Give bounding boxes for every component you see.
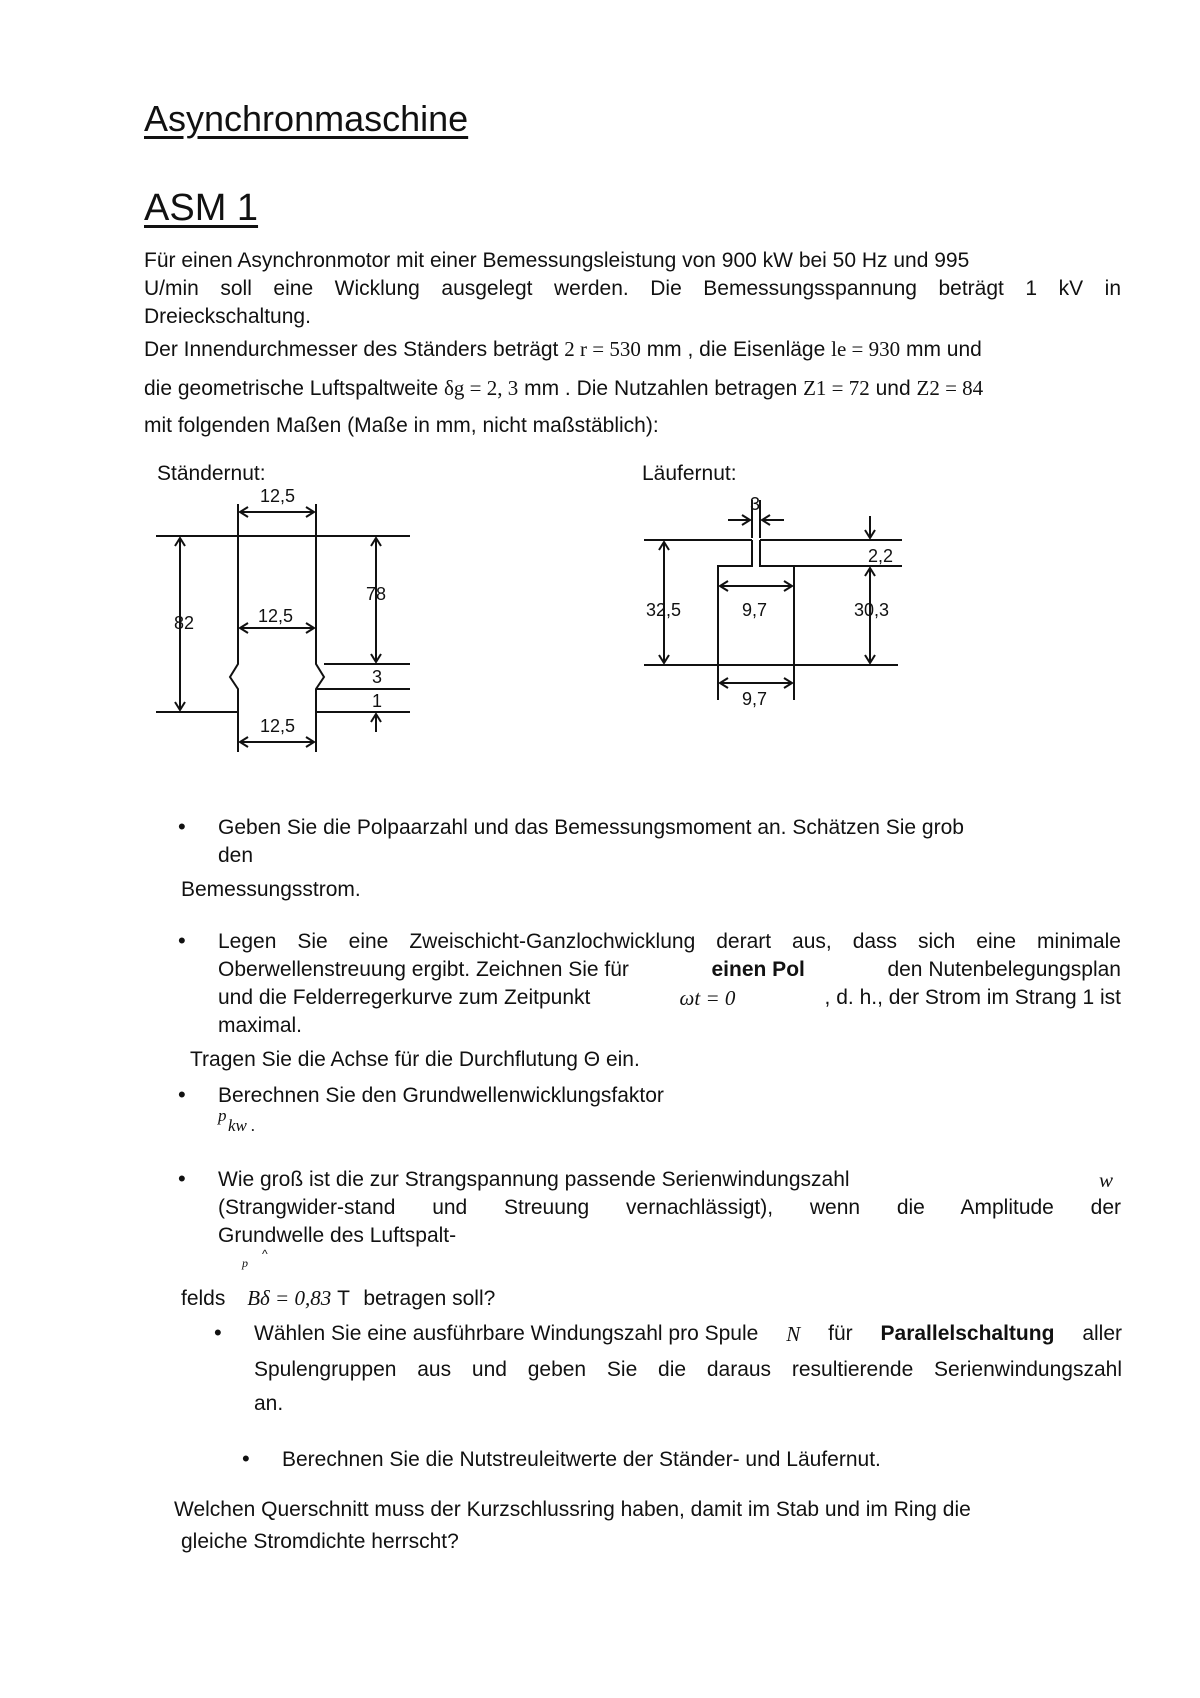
task-1-line-3: Bemessungsstrom. bbox=[181, 878, 361, 901]
bullet-dot: • bbox=[214, 1320, 222, 1345]
slot-count-2: Z2 = 84 bbox=[916, 376, 984, 400]
task-5-line-1b: für bbox=[828, 1322, 853, 1345]
bullet-dot: • bbox=[178, 928, 186, 953]
intro-line-5 bbox=[144, 374, 1121, 403]
rotor-dim-neck: 2,2 bbox=[868, 546, 894, 566]
task-5-emphasis: Parallelschaltung bbox=[880, 1322, 1055, 1345]
task-2-line-3b: , d. h., der Strom im Strang 1 ist bbox=[824, 986, 1121, 1009]
task-5-line-3: an. bbox=[254, 1392, 284, 1415]
stator-dim-bottom: 12,5 bbox=[260, 716, 296, 736]
task-2-emphasis: einen Pol bbox=[711, 958, 805, 981]
bullet-dot: • bbox=[178, 814, 186, 839]
task-2-line-2c: den Nutenbelegungsplan bbox=[887, 958, 1121, 981]
question-line-1: Welchen Querschnitt muss der Kurzschlussring haben, damit im Stab und im Ring die bbox=[174, 1498, 971, 1521]
stator-dim-height-total: 82 bbox=[174, 613, 195, 633]
air-gap: δg = 2, 3 bbox=[444, 376, 519, 400]
task-1-line-1: Geben Sie die Polpaarzahl und das Bemessungsmoment an. Schätzen Sie grob bbox=[218, 816, 964, 839]
task-4-mark-p: p bbox=[242, 1256, 248, 1270]
stator-diameter: 2 r = 530 bbox=[564, 337, 641, 361]
intro-line-4c: mm und bbox=[905, 338, 982, 361]
task-4-line-4c: betragen soll? bbox=[363, 1287, 496, 1310]
stator-slot-label: Ständernut: bbox=[157, 462, 266, 485]
intro-line-5b: mm . Die Nutzahlen betragen bbox=[524, 377, 798, 400]
stator-dim-step1: 3 bbox=[372, 667, 383, 687]
task-4-line-4a: felds bbox=[181, 1287, 226, 1310]
task-4-mark-hat: ^ bbox=[262, 1247, 268, 1261]
task-3-line-1: Berechnen Sie den Grundwellenwicklungsfaktor bbox=[218, 1084, 664, 1107]
question-line-2: gleiche Stromdichte herrscht? bbox=[181, 1530, 459, 1553]
flux-density: Bδ = 0,83 bbox=[247, 1286, 332, 1310]
slot-count-1: Z1 = 72 bbox=[803, 376, 870, 400]
time-condition: ωt = 0 bbox=[679, 986, 736, 1010]
intro-line-6: mit folgenden Maßen (Maße in mm, nicht maßstäblich): bbox=[144, 414, 659, 437]
task-4-line-2: (Strangwider-stand und Streuung vernachlässigt), wenn die Amplitude der bbox=[218, 1196, 1121, 1219]
task-2-line-2a: Oberwellenstreuung ergibt. Zeichnen Sie für bbox=[218, 958, 629, 981]
rotor-dim-height-total: 32,5 bbox=[646, 600, 682, 620]
intro-line-4b: mm , die Eisenläge bbox=[646, 338, 826, 361]
task-4-symbol: w bbox=[1098, 1168, 1113, 1192]
stator-dim-step2: 1 bbox=[372, 691, 383, 711]
rotor-dim-width-bottom: 9,7 bbox=[742, 689, 768, 709]
iron-length: le = 930 bbox=[831, 337, 901, 361]
intro-line-3: Dreieckschaltung. bbox=[144, 305, 311, 328]
intro-line-5c: und bbox=[875, 377, 911, 400]
task-5-line-2: Spulengruppen aus und geben Sie die daraus resultierende Serienwindungszahl bbox=[254, 1358, 1122, 1381]
stator-dim-height-upper: 78 bbox=[366, 584, 387, 604]
task-1-line-2: den bbox=[218, 844, 254, 867]
rotor-dim-height-body: 30,3 bbox=[854, 600, 890, 620]
section-title: ASM 1 bbox=[144, 187, 259, 229]
task-3-symbol: kw . bbox=[228, 1116, 256, 1135]
task-4-line-3: Grundwelle des Luftspalt- bbox=[218, 1224, 457, 1247]
task-5-line-1 bbox=[254, 1320, 1122, 1348]
task-5-symbol: N bbox=[786, 1322, 801, 1346]
rotor-slot-label: Läufernut: bbox=[642, 462, 737, 485]
intro-line-4 bbox=[144, 335, 1121, 364]
intro-line-1: Für einen Asynchronmotor mit einer Bemessungsleistung von 900 kW bei 50 Hz und 995 bbox=[144, 249, 970, 272]
task-2-line-4: maximal. bbox=[218, 1014, 303, 1037]
rotor-dim-width-inner: 9,7 bbox=[742, 600, 768, 620]
intro-line-2: U/min soll eine Wicklung ausgelegt werden. Die Bemessungsspannung beträgt 1 kV in bbox=[144, 277, 1121, 300]
task-4-line-4b: T bbox=[337, 1287, 350, 1310]
task-2-line-3 bbox=[218, 984, 1121, 1012]
stator-dim-top: 12,5 bbox=[260, 486, 296, 506]
bullet-dot: • bbox=[178, 1082, 186, 1107]
intro-line-4a: Der Innendurchmesser des Ständers beträgt bbox=[144, 338, 559, 361]
task-4-line-4 bbox=[181, 1284, 495, 1313]
rotor-slot-drawing bbox=[630, 480, 920, 710]
task-2-line-2 bbox=[218, 956, 1121, 984]
task-2-line-3a: und die Felderregerkurve zum Zeitpunkt bbox=[218, 986, 591, 1009]
bullet-dot: • bbox=[178, 1166, 186, 1191]
rotor-dim-opening: 3 bbox=[750, 494, 761, 514]
task-4-line-1-text: Wie groß ist die zur Strangspannung passende Serienwindungszahl bbox=[218, 1168, 850, 1191]
task-5-line-1d: aller bbox=[1082, 1322, 1122, 1345]
task-4-line-1 bbox=[218, 1166, 1121, 1194]
task-2-line-5: Tragen Sie die Achse für die Durchflutung Θ ein. bbox=[190, 1048, 640, 1071]
stator-dim-mid: 12,5 bbox=[258, 606, 294, 626]
task-5-line-1a: Wählen Sie eine ausführbare Windungszahl pro Spule bbox=[254, 1322, 759, 1345]
stator-slot-drawing bbox=[140, 480, 440, 760]
bullet-dot: • bbox=[242, 1446, 250, 1471]
task-2-line-1: Legen Sie eine Zweischicht-Ganzlochwicklung derart aus, dass sich eine minimale bbox=[218, 930, 1121, 953]
task-6-line-1: Berechnen Sie die Nutstreuleitwerte der Ständer- und Läufernut. bbox=[282, 1448, 881, 1471]
page-title: Asynchronmaschine bbox=[144, 98, 469, 139]
intro-line-5a: die geometrische Luftspaltweite bbox=[144, 377, 439, 400]
task-3-symbol-p: p bbox=[218, 1106, 227, 1125]
